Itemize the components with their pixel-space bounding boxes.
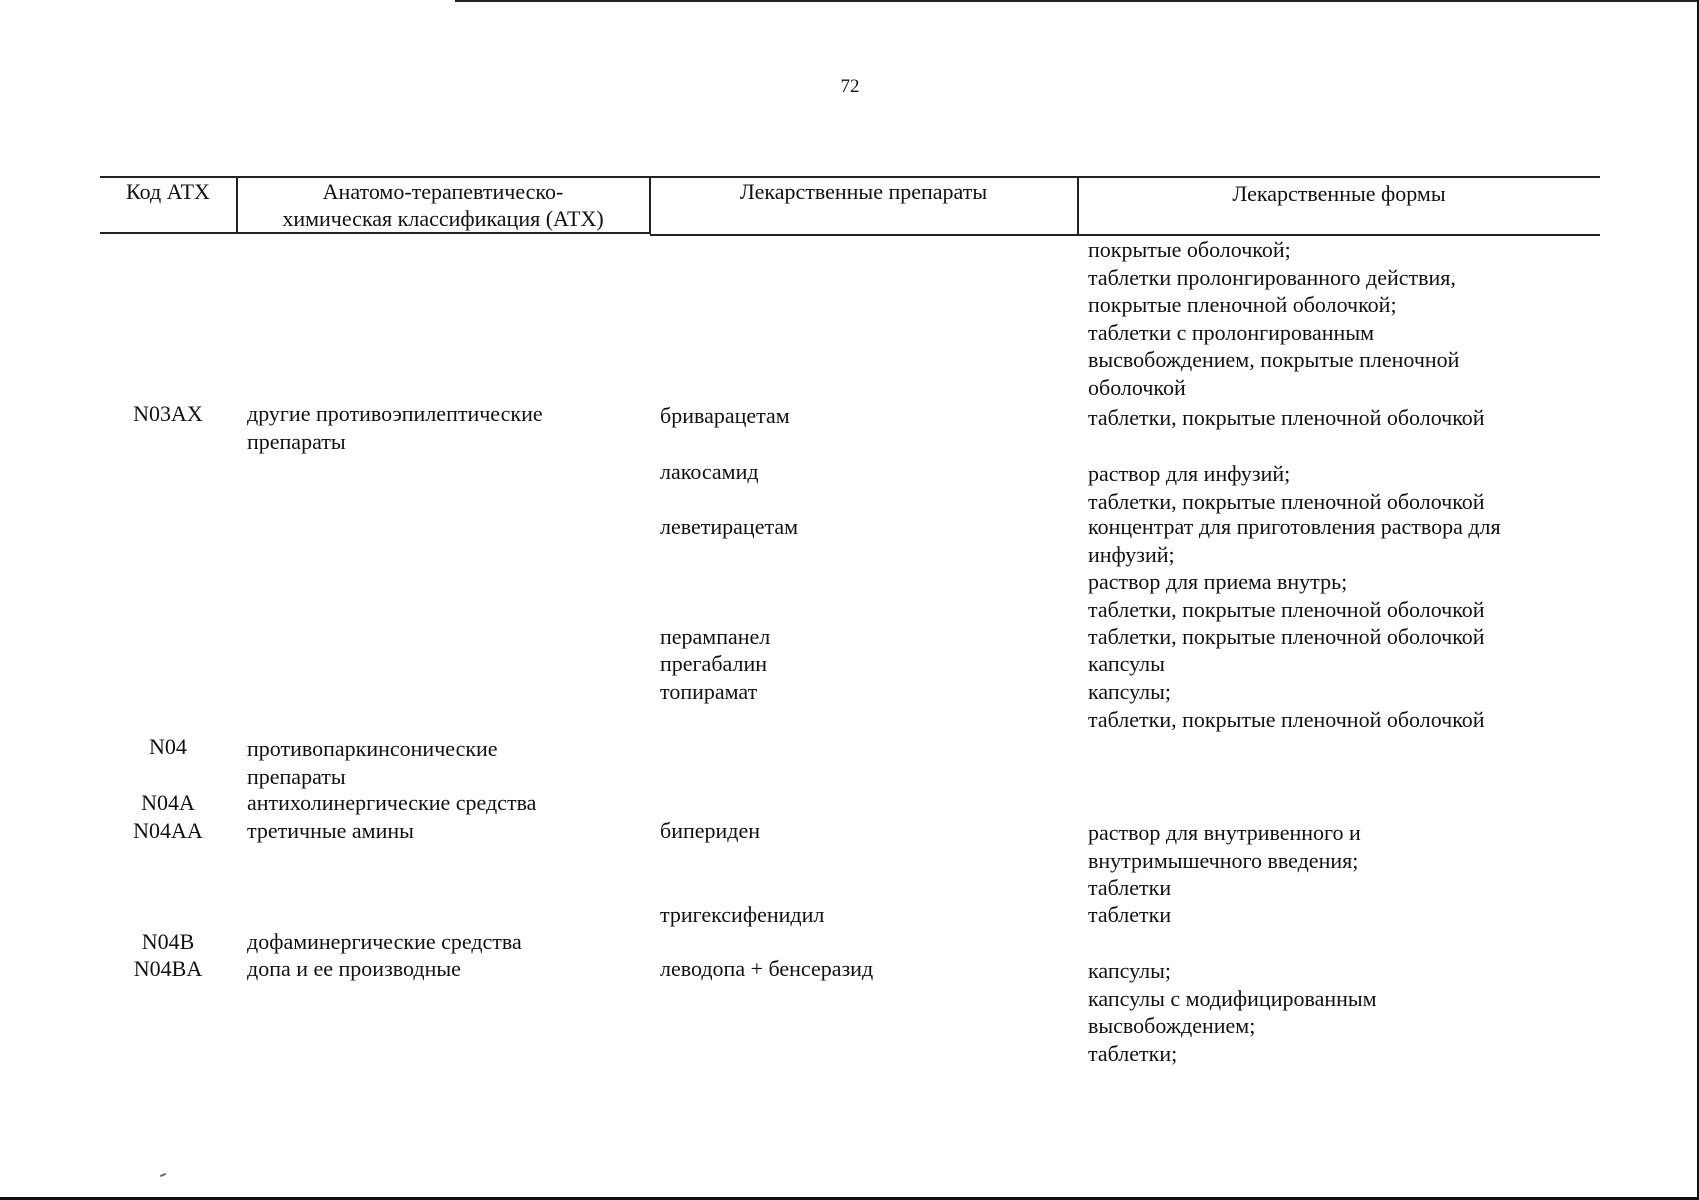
dosage-form-line: таблетки, покрытые пленочной оболочкой	[1088, 706, 1485, 732]
dosage-form-line: таблетки, покрытые пленочной оболочкой	[1088, 596, 1485, 622]
dosage-form-line: покрытые оболочкой;	[1088, 237, 1291, 262]
header-classification-line: химическая классификация (АТХ)	[282, 206, 604, 231]
atc-code: N04AA	[133, 818, 203, 843]
atc-classification	[247, 928, 627, 956]
dosage-form-line: капсулы	[1088, 651, 1165, 676]
dosage-form-line: таблетки с пролонгированным	[1088, 319, 1375, 345]
dosage-form-line: таблетки;	[1088, 1040, 1178, 1066]
atc-classification	[247, 789, 627, 817]
dosage-forms	[1088, 513, 1568, 623]
dosage-form-line: покрытые пленочной оболочкой;	[1088, 292, 1397, 318]
drug-name: лакосамид	[660, 459, 759, 484]
atc-classification	[247, 400, 627, 456]
dosage-forms	[1088, 678, 1568, 733]
header-forms: Лекарственные формы	[1232, 181, 1446, 206]
header-code: Код АТХ	[126, 179, 210, 204]
dosage-forms	[1088, 623, 1568, 651]
dosage-form-line: оболочкой	[1088, 374, 1186, 400]
drug-name: топирамат	[660, 679, 758, 704]
drug-name: тригексифенидил	[660, 902, 825, 927]
page-number: 72	[840, 76, 860, 97]
atc-classification	[247, 955, 627, 983]
classification-line: препараты	[247, 764, 346, 789]
dosage-forms	[1088, 819, 1568, 902]
dosage-form-line: раствор для инфузий;	[1088, 461, 1291, 486]
dosage-form-line: капсулы;	[1088, 958, 1171, 983]
dosage-form-line: внутримышечного введения;	[1088, 847, 1359, 873]
dosage-form-line: таблетки, покрытые пленочной оболочкой	[1088, 624, 1485, 649]
drug-name: прегабалин	[660, 651, 768, 676]
dosage-form-line: высвобождением, покрытые пленочной	[1088, 347, 1460, 373]
dosage-forms	[1088, 650, 1568, 678]
dosage-form-line: инфузий;	[1088, 541, 1175, 567]
dosage-forms	[1088, 460, 1568, 515]
atc-classification	[247, 817, 627, 845]
dosage-form-line: таблетки	[1088, 902, 1172, 927]
dosage-form-line: таблетки, покрытые пленочной оболочкой	[1088, 405, 1485, 430]
atc-code: N04B	[141, 929, 195, 954]
dosage-forms	[1088, 236, 1568, 402]
dosage-form-line: высвобождением;	[1088, 1013, 1256, 1039]
header-classification-line: Анатомо-терапевтическо-	[322, 179, 564, 204]
dosage-form-line: раствор для приема внутрь;	[1088, 569, 1348, 595]
drug-name: леводопа + бенсеразид	[660, 956, 874, 981]
atc-code: N04	[149, 734, 187, 759]
dosage-form-line: концентрат для приготовления раствора для	[1088, 514, 1501, 539]
classification-line: дофаминергические средства	[247, 929, 522, 954]
drug-name: леветирацетам	[660, 514, 799, 539]
atc-classification	[247, 735, 627, 791]
classification-line: антихолинергические средства	[247, 790, 537, 815]
classification-line: противопаркинсонические	[247, 736, 498, 761]
dosage-form-line: таблетки пролонгированного действия,	[1088, 264, 1456, 290]
classification-line: препараты	[247, 429, 346, 454]
atc-code: N04A	[141, 790, 195, 815]
drug-name: бипериден	[660, 818, 761, 843]
dosage-form-line: раствор для внутривенного и	[1088, 820, 1361, 845]
classification-line: другие противоэпилептические	[247, 401, 543, 426]
header-drugs: Лекарственные препараты	[739, 179, 988, 204]
classification-line: третичные амины	[247, 818, 414, 843]
dosage-form-line: капсулы с модифицированным	[1088, 985, 1377, 1011]
classification-line: допа и ее производные	[247, 956, 461, 981]
dosage-form-line: капсулы;	[1088, 679, 1171, 704]
atc-code: N03AX	[133, 401, 203, 426]
drug-name: перампанел	[660, 624, 771, 649]
dosage-form-line: таблетки	[1088, 875, 1172, 901]
dosage-forms	[1088, 901, 1568, 929]
atc-code: N04BA	[133, 956, 203, 981]
dosage-forms	[1088, 957, 1568, 1067]
dosage-forms	[1088, 404, 1568, 432]
drug-name: бриварацетам	[660, 403, 790, 428]
dosage-form-line: таблетки, покрытые пленочной оболочкой	[1088, 488, 1485, 514]
